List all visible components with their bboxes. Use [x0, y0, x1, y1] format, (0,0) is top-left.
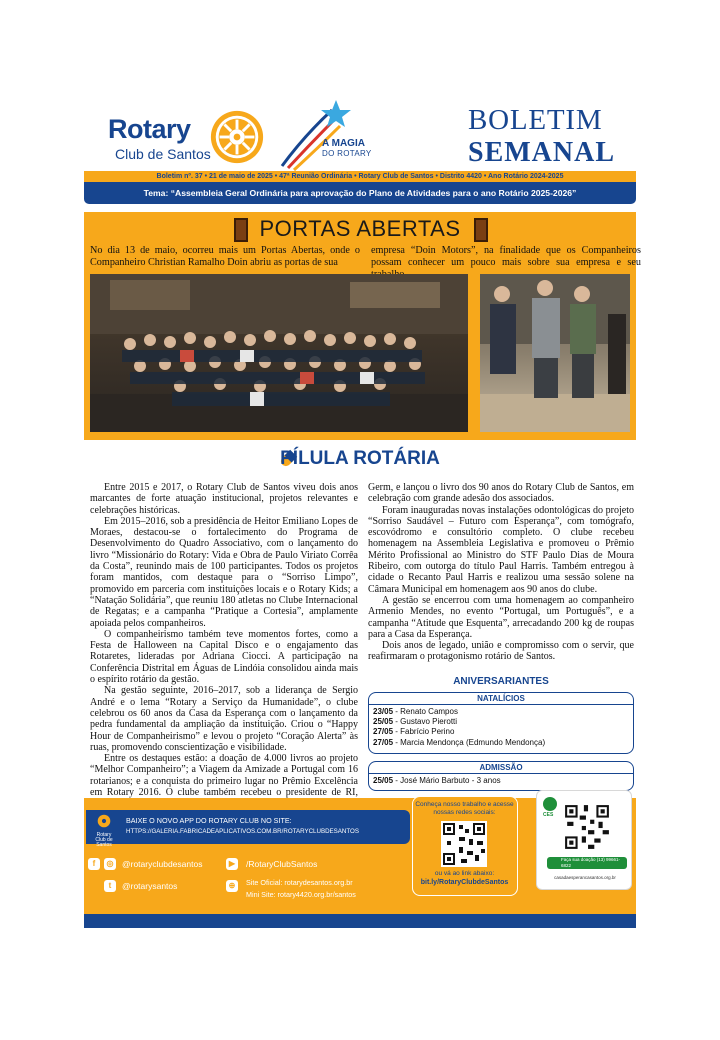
- pilula-title: PÍLULA ROTÁRIA: [280, 448, 440, 469]
- magia-logo-icon: [274, 96, 364, 172]
- app-text: BAIXE O NOVO APP DO ROTARY CLUB NO SITE:: [126, 816, 292, 825]
- instagram-icon[interactable]: ◎: [104, 858, 116, 870]
- list-item: 27/05 - Fabrício Perino: [373, 727, 455, 737]
- portas-text-left: No dia 13 de maio, ocorreu mais um Portas Abertas, onde o Companheiro Christian Ramalho Doin abriu as portas de sua: [90, 245, 360, 268]
- magia-line1: A MAGIA: [322, 138, 365, 149]
- paragraph: Foram inauguradas novas instalações odontológicas do projeto “Sorriso Saudável – Futuro com Esperança”, com tomógrafo, escovódromo e consultório completo. O clube recebeu homenagem na Assembleia Legislativa e promoveu o Prêmio Mérito Profissional ao Ministro do STF Paulo Dias de Moura Ribeiro, com outorga do título Paul Harris. Também entregou à cidade o Recanto Paul Harris e realizou uma sessão solene na Câmara Municipal em homenagem aos 90 anos do clube.: [368, 504, 634, 595]
- aniversariantes-title: ANIVERSARIANTES: [453, 676, 549, 687]
- site-mini[interactable]: Mini Site: rotary4420.org.br/santos: [246, 890, 356, 899]
- portas-title: PORTAS ABERTAS: [259, 216, 461, 241]
- club-logo-text: Club de Santos: [115, 146, 211, 162]
- paragraph: Na gestão seguinte, 2016–2017, sob a liderança de Sergio André e o lema “Rotary a Serviço da Humanidade”, o clube celebrou os 60 anos da Casa da Esperança com o lançamento da pedra fundamental da ampliação da instituição. Criou o “Happy Hour de Companheirismo” e levou o projeto “Coração Alerta” às ruas, promovendo conscientização e visibilidade.: [90, 685, 358, 753]
- pilula-column-left: [90, 482, 358, 810]
- ces-donation-badge: Faça sua doação (13) 99661-6822: [547, 857, 627, 869]
- portas-text-right: empresa “Doin Motors”, na finalidade que os Companheiros possam conhecer um pouco mais sobre sua empresa e seu: [371, 245, 641, 268]
- footer-bottom-bar: [84, 914, 636, 928]
- list-item: 25/05 - Gustavo Pierotti: [373, 717, 458, 727]
- qr-link[interactable]: bit.ly/RotaryClubdeSantos: [420, 879, 509, 886]
- twitter-icon[interactable]: t: [104, 880, 116, 892]
- tema-bar: Tema: “Assembleia Geral Ordinária para aprovação do Plano de Atividades para o ano Rotário 2025-2026”: [84, 182, 636, 204]
- header: [84, 94, 636, 172]
- ces-logo-icon: [543, 797, 557, 811]
- app-logo: Rotary Club de Santos: [92, 814, 116, 840]
- info-bar: Boletim nº. 37 • 21 de maio de 2025 • 47ª Reunião Ordinária • Rotary Club de Santos • Distrito 4420 • Ano Rotário 2024-2025: [84, 171, 636, 182]
- paragraph: Entre 2015 e 2017, o Rotary Club de Santos viveu dois anos marcantes de forte atuação institucional, projetos relevantes e celebrações históricas.: [90, 482, 358, 516]
- paragraph: Germ, e lançou o livro dos 90 anos do Rotary Club de Santos, em celebração com grande adesão dos associados.: [368, 482, 634, 505]
- ces-qr-box: [536, 790, 632, 890]
- paragraph: Em 2015–2016, sob a presidência de Heitor Emiliano Lopes de Moraes, destacou-se o fortalecimento do Programa de Desenvolvimento do Quadro Associativo, com o lançamento do livro “Missionário do Rotary: Vida e Obra de Paulo Viriato Corrêa da Costa”, reunindo mais de 100 participantes. Todos os projetos foram mantidos, com destaque para o “Sorriso Limpo”, promovido em parceria com instituições locais e o Rotary Kids; a “Natação Solidária”, que reuniu 180 atletas no Clube Internacional de Regatas; e a campanha “Pratique a Cortesia”, amplamente apoiada pelos companheiros.: [90, 515, 358, 629]
- group-photo: [90, 274, 468, 432]
- qr-or-text: ou vá ao link abaixo:: [434, 870, 495, 877]
- magia-line2: DO ROTARY: [322, 149, 372, 158]
- facebook-icon[interactable]: f: [88, 858, 100, 870]
- rotary-wheel-icon: [208, 108, 266, 166]
- speakers-photo: [480, 274, 630, 432]
- paragraph: Dois anos de legado, união e compromisso com o servir, que reafirmaram o protagonismo rotário de Santos.: [368, 640, 634, 663]
- ces-label: CES: [543, 812, 554, 818]
- bulletin-page: [84, 84, 641, 928]
- rotary-wheel-icon: [97, 814, 111, 828]
- natalicios-header: NATALÍCIOS: [369, 693, 633, 705]
- paragraph: Entre os destaques estão: a doação de 4.000 livros ao projeto “Melhor Companheiro”; a Viagem da Amizade a Portugal com 16 rotarianos; e a conquista do primeiro lugar no Prêmio Excelência em Rotary 2016. O clube também recebeu o presidente de RI,: [90, 753, 358, 799]
- qr-code-icon[interactable]: [563, 803, 611, 851]
- site-official[interactable]: Site Oficial: rotarydesantos.org.br: [246, 878, 353, 887]
- footer: [84, 798, 636, 914]
- rotary-logo-text: Rotary: [108, 114, 191, 144]
- pilula-column-right: [368, 482, 634, 663]
- admissao-header: ADMISSÃO: [369, 762, 633, 774]
- bulletin-title-1: BOLETIM: [468, 104, 603, 136]
- bulletin-title-2: SEMANAL: [468, 137, 616, 168]
- social-youtube[interactable]: /RotaryClubSantos: [246, 859, 318, 869]
- social-fb-ig[interactable]: @rotaryclubdesantos: [122, 859, 203, 869]
- list-item: 27/05 - Marcia Mendonça (Edmundo Mendonça): [373, 737, 546, 747]
- portas-abertas-section: [84, 212, 641, 440]
- globe-icon: ⊕: [226, 880, 238, 892]
- youtube-icon[interactable]: ▶: [226, 858, 238, 870]
- qr-social-box: [412, 796, 518, 896]
- qr-text: Conheça nosso trabalho e acesse nossas redes sociais:: [415, 801, 514, 816]
- paragraph: O companheirismo também teve momentos fortes, como a Festa de Halloween na Capital Disco e o engajamento das Rotaretes, lideradas por Adriana Ciocci. A participação na Conferência Distrital em Águas de Lindóia consolidou ainda mais o espírito rotário da gestão.: [90, 628, 358, 686]
- app-link[interactable]: HTTPS://GALERIA.FABRICADEAPLICATIVOS.COM.BR/ROTARYCLUBDESANTOS: [126, 828, 359, 835]
- list-item: 25/05 - José Mário Barbuto - 3 anos: [373, 776, 501, 785]
- social-twitter[interactable]: @rotarysantos: [122, 881, 178, 891]
- ces-link[interactable]: casadaesperancasantos.org.br: [554, 875, 616, 880]
- admissao-box: [368, 761, 634, 791]
- list-item: 23/05 - Renato Campos: [373, 707, 458, 716]
- qr-code-icon[interactable]: [441, 821, 487, 867]
- paragraph: A gestão se encerrou com uma homenagem ao companheiro Armenio Mendes, no evento “Portugal, um Português”, e a campanha “Atitude que Esquenta”, arrecadando 200 kg de roupas para a Casa da Esperança.: [368, 594, 634, 640]
- natalicios-box: [368, 692, 634, 754]
- app-download-bar[interactable]: [86, 810, 410, 848]
